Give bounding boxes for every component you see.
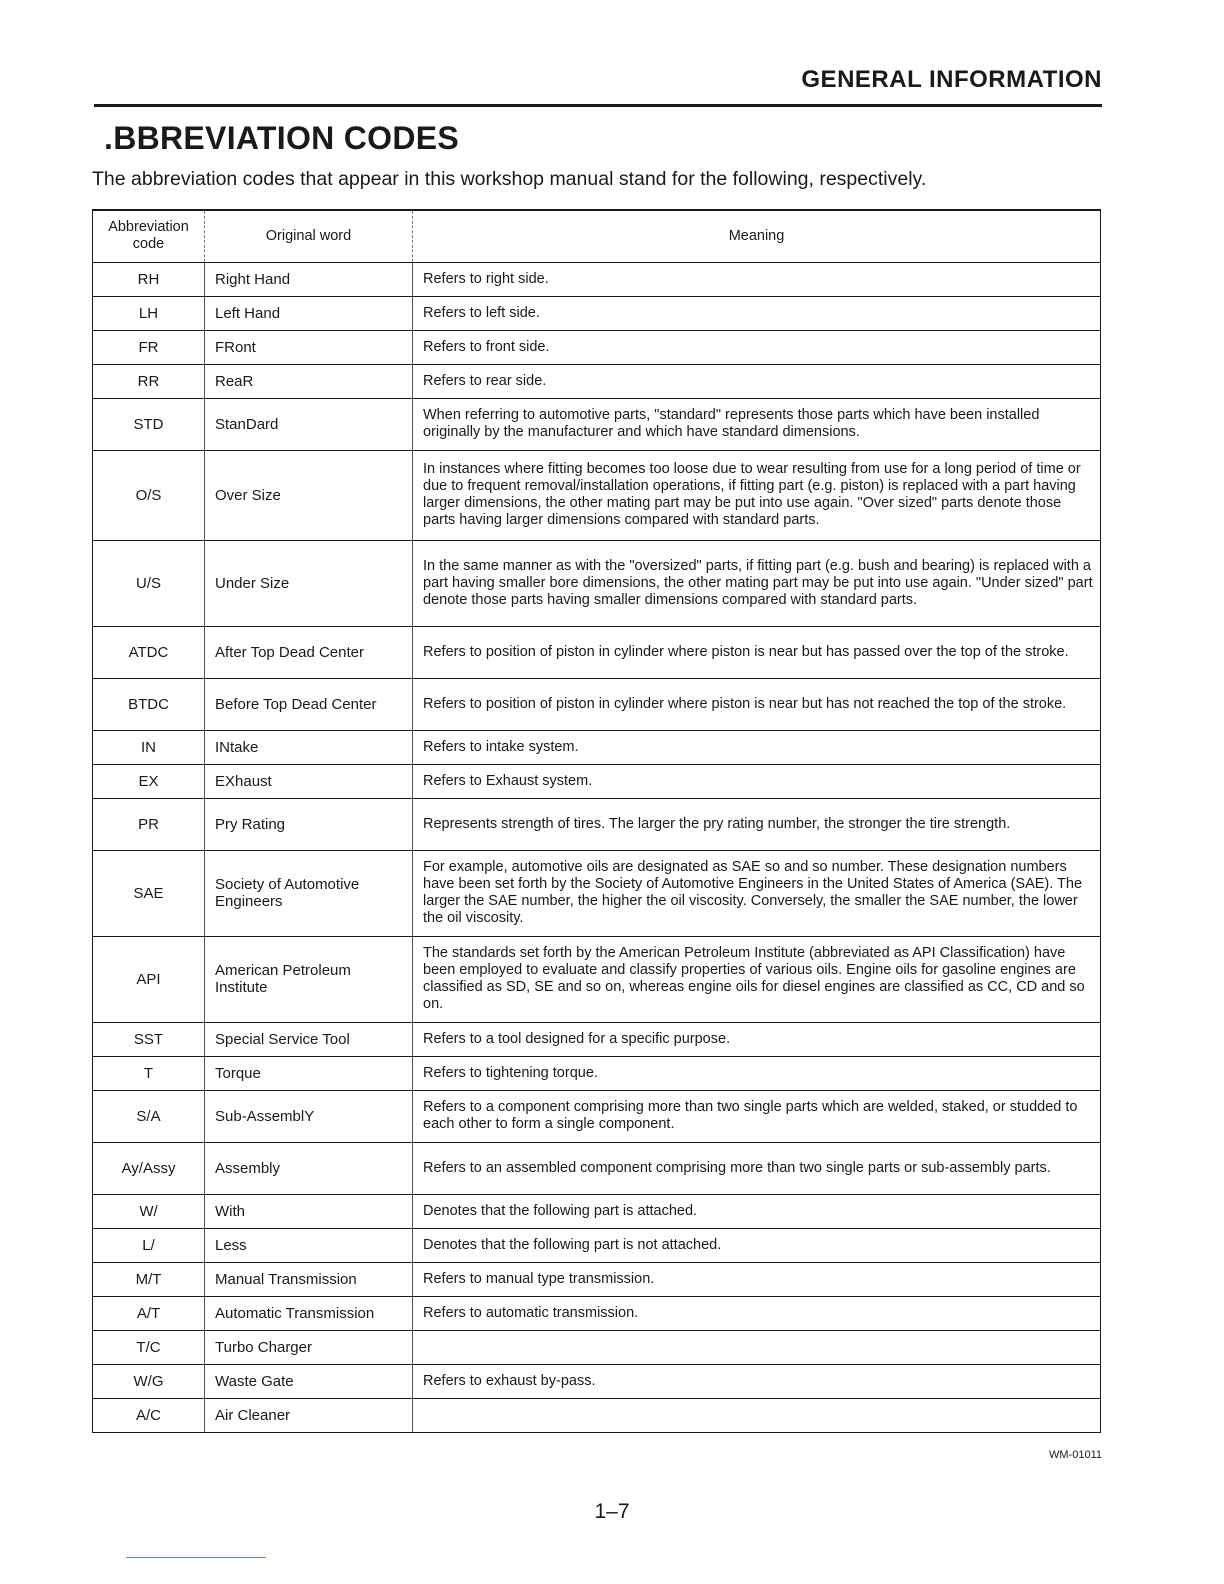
- header-meaning: Meaning: [413, 210, 1101, 262]
- meaning-cell: Refers to right side.: [413, 262, 1101, 296]
- table-row: [93, 936, 1101, 1022]
- table-row: [93, 330, 1101, 364]
- table-row: [93, 262, 1101, 296]
- table-row: [93, 1364, 1101, 1398]
- table-row: [93, 1228, 1101, 1262]
- abbreviation-code-cell: API: [93, 936, 205, 1022]
- meaning-cell: Denotes that the following part is not attached.: [413, 1228, 1101, 1262]
- abbreviation-code-cell: STD: [93, 398, 205, 450]
- abbreviation-code-cell: EX: [93, 764, 205, 798]
- original-word-cell: FRont: [205, 330, 413, 364]
- abbreviation-code-cell: Ay/Assy: [93, 1142, 205, 1194]
- meaning-cell: Refers to an assembled component comprising more than two single parts or sub-assembly parts.: [413, 1142, 1101, 1194]
- abbreviation-code-cell: SAE: [93, 850, 205, 936]
- abbreviation-code-cell: SST: [93, 1022, 205, 1056]
- meaning-cell: Refers to tightening torque.: [413, 1056, 1101, 1090]
- meaning-cell: The standards set forth by the American Petroleum Institute (abbreviated as API Classification) have been employed to evaluate and classify properties of various oils. Engine oils for gasoline engines are classified as SD, SE and so on, whereas engine oils for diesel engines are classified as CC, CD and so on.: [413, 936, 1101, 1022]
- abbreviation-code-cell: ATDC: [93, 626, 205, 678]
- table-row: [93, 1056, 1101, 1090]
- abbreviation-code-cell: S/A: [93, 1090, 205, 1142]
- table-row: [93, 626, 1101, 678]
- table-row: [93, 1022, 1101, 1056]
- original-word-cell: ReaR: [205, 364, 413, 398]
- table-row: [93, 1090, 1101, 1142]
- original-word-cell: Turbo Charger: [205, 1330, 413, 1364]
- table-row: [93, 1296, 1101, 1330]
- abbreviation-code-cell: T/C: [93, 1330, 205, 1364]
- page-number: 1–7: [594, 1500, 630, 1523]
- original-word-cell: Special Service Tool: [205, 1022, 413, 1056]
- abbreviation-code-cell: W/G: [93, 1364, 205, 1398]
- abbreviation-code-cell: W/: [93, 1194, 205, 1228]
- table-row: [93, 798, 1101, 850]
- original-word-cell: Over Size: [205, 450, 413, 540]
- meaning-cell: Refers to intake system.: [413, 730, 1101, 764]
- page-header-title: GENERAL INFORMATION: [801, 66, 1102, 93]
- abbreviation-code-cell: U/S: [93, 540, 205, 626]
- original-word-cell: Less: [205, 1228, 413, 1262]
- table-row: [93, 450, 1101, 540]
- meaning-cell: [413, 1398, 1101, 1432]
- meaning-cell: Refers to manual type transmission.: [413, 1262, 1101, 1296]
- table-header-row: [93, 210, 1101, 262]
- abbreviation-code-cell: RR: [93, 364, 205, 398]
- abbreviation-code-cell: PR: [93, 798, 205, 850]
- table-row: [93, 1142, 1101, 1194]
- abbreviation-code-cell: T: [93, 1056, 205, 1090]
- abbreviation-code-cell: IN: [93, 730, 205, 764]
- figure-code: WM-01011: [1049, 1449, 1102, 1461]
- meaning-cell: In the same manner as with the "oversized" parts, if fitting part (e.g. bush and bearing) is replaced with a part having smaller bore dimensions, the other mating part may be put into use again. "Under sized" part denote those parts having smaller dimensions compared with standard parts.: [413, 540, 1101, 626]
- scan-artifact-line: [126, 1557, 266, 1558]
- table-row: [93, 1398, 1101, 1432]
- meaning-cell: When referring to automotive parts, "standard" represents those parts which have been installed originally by the manufacturer and which have standard dimensions.: [413, 398, 1101, 450]
- meaning-cell: In instances where fitting becomes too loose due to wear resulting from use for a long period of time or due to frequent removal/installation operations, if fitting part (e.g. piston) is replaced with a part having larger dimensions, the other mating part may be put into use again. "Over sized" parts denote those parts having larger dimensions compared with standard parts.: [413, 450, 1101, 540]
- original-word-cell: Before Top Dead Center: [205, 678, 413, 730]
- meaning-cell: Refers to automatic transmission.: [413, 1296, 1101, 1330]
- abbreviation-code-cell: BTDC: [93, 678, 205, 730]
- original-word-cell: Air Cleaner: [205, 1398, 413, 1432]
- original-word-cell: EXhaust: [205, 764, 413, 798]
- original-word-cell: With: [205, 1194, 413, 1228]
- header-abbreviation-code: [93, 210, 205, 262]
- table-row: [93, 296, 1101, 330]
- table-row: [93, 1330, 1101, 1364]
- meaning-cell: Refers to Exhaust system.: [413, 764, 1101, 798]
- meaning-cell: Refers to position of piston in cylinder where piston is near but has not reached the top of the stroke.: [413, 678, 1101, 730]
- original-word-cell: Under Size: [205, 540, 413, 626]
- abbreviation-code-cell: O/S: [93, 450, 205, 540]
- table-row: [93, 1262, 1101, 1296]
- table-row: [93, 850, 1101, 936]
- header-rule: [94, 104, 1102, 107]
- original-word-cell: Assembly: [205, 1142, 413, 1194]
- original-word-cell: Sub-AssemblY: [205, 1090, 413, 1142]
- meaning-cell: Denotes that the following part is attached.: [413, 1194, 1101, 1228]
- abbreviation-code-cell: A/T: [93, 1296, 205, 1330]
- original-word-cell: Right Hand: [205, 262, 413, 296]
- original-word-cell: Pry Rating: [205, 798, 413, 850]
- meaning-cell: Refers to left side.: [413, 296, 1101, 330]
- meaning-cell: Represents strength of tires. The larger the pry rating number, the stronger the tire strength.: [413, 798, 1101, 850]
- meaning-cell: Refers to a component comprising more than two single parts which are welded, staked, or studded to each other to form a single component.: [413, 1090, 1101, 1142]
- original-word-cell: After Top Dead Center: [205, 626, 413, 678]
- section-intro: The abbreviation codes that appear in this workshop manual stand for the following, respectively.: [92, 168, 927, 190]
- section-title: .BBREVIATION CODES: [104, 120, 460, 156]
- original-word-cell: Left Hand: [205, 296, 413, 330]
- meaning-cell: Refers to position of piston in cylinder where piston is near but has passed over the top of the stroke.: [413, 626, 1101, 678]
- header-code-line1: Abbreviation: [108, 219, 189, 236]
- original-word-cell: Automatic Transmission: [205, 1296, 413, 1330]
- meaning-cell: Refers to exhaust by-pass.: [413, 1364, 1101, 1398]
- meaning-cell: Refers to rear side.: [413, 364, 1101, 398]
- abbreviation-code-cell: A/C: [93, 1398, 205, 1432]
- meaning-cell: [413, 1330, 1101, 1364]
- table-row: [93, 540, 1101, 626]
- table-row: [93, 364, 1101, 398]
- meaning-cell: Refers to a tool designed for a specific purpose.: [413, 1022, 1101, 1056]
- table-row: [93, 764, 1101, 798]
- table-row: [93, 1194, 1101, 1228]
- meaning-cell: Refers to front side.: [413, 330, 1101, 364]
- abbreviation-code-cell: L/: [93, 1228, 205, 1262]
- table-row: [93, 398, 1101, 450]
- abbreviation-code-cell: RH: [93, 262, 205, 296]
- abbreviation-code-cell: LH: [93, 296, 205, 330]
- table-row: [93, 730, 1101, 764]
- original-word-cell: Waste Gate: [205, 1364, 413, 1398]
- table-row: [93, 678, 1101, 730]
- original-word-cell: INtake: [205, 730, 413, 764]
- original-word-cell: Society of Automotive Engineers: [205, 850, 413, 936]
- original-word-cell: American Petroleum Institute: [205, 936, 413, 1022]
- original-word-cell: Torque: [205, 1056, 413, 1090]
- abbreviation-table: [92, 209, 1101, 1433]
- meaning-cell: For example, automotive oils are designated as SAE so and so number. These designation numbers have been set forth by the Society of Automotive Engineers in the United States of America (SAE). The larger the SAE number, the higher the oil viscosity. Conversely, the smaller the SAE number, the lower the oil viscosity.: [413, 850, 1101, 936]
- header-code-line2: code: [132, 236, 165, 253]
- abbreviation-code-cell: FR: [93, 330, 205, 364]
- original-word-cell: Manual Transmission: [205, 1262, 413, 1296]
- abbreviation-code-cell: M/T: [93, 1262, 205, 1296]
- original-word-cell: StanDard: [205, 398, 413, 450]
- table-body: [93, 262, 1101, 1432]
- header-original-word: Original word: [205, 210, 413, 262]
